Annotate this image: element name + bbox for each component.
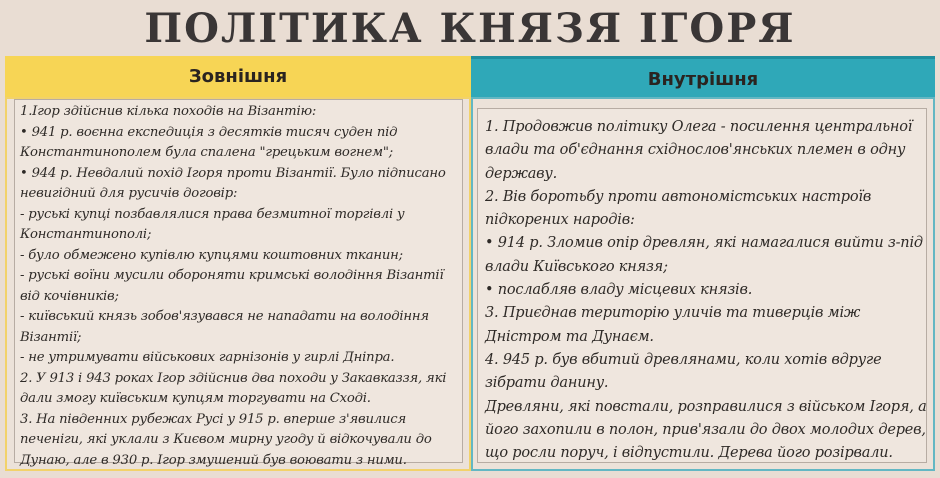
text-line: • послабляв владу місцевих князів. — [485, 282, 753, 299]
text-line: влади та об'єднання східнослов'янських племен в одну — [485, 142, 906, 159]
text-line: - київський князь зобов'язувався не нападати на володіння — [20, 309, 429, 324]
header-external-policy: Зовнішня — [5, 56, 471, 97]
header-internal-policy: Внутрішня — [471, 56, 935, 97]
text-line: 3. На південних рубежах Русі у 915 р. вперше з'явилися — [20, 411, 406, 427]
text-line: дали змогу київським купцям торгувати на Сході. — [20, 391, 371, 406]
text-line: • 941 р. воєнна експедиція з десятків тисяч суден під — [20, 124, 398, 140]
text-line: Константинополем була спалена "грецьким вогнем"; — [20, 145, 393, 160]
text-line: Константинополі; — [20, 227, 152, 242]
text-line: від кочівників; — [20, 288, 119, 304]
page-title: ПОЛІТИКА КНЯЗЯ ІГОРЯ — [144, 5, 796, 52]
internal-policy-textbox — [477, 108, 927, 463]
internal-policy-text — [485, 116, 927, 465]
text-line: 4. 945 р. був вбитий древлянами, коли хотів вдруге — [485, 351, 882, 368]
text-line: 2. Вів боротьбу проти автономістських настроїв — [485, 188, 872, 205]
internal-policy-panel — [471, 97, 935, 471]
text-line: що росли поруч, і відпустили. Дерева його розірвали. — [485, 445, 893, 462]
text-line: підкорених народів: — [485, 212, 635, 229]
external-policy-textbox — [14, 99, 463, 468]
text-line: 3. Приєднав територію уличів та тиверців між — [485, 305, 861, 322]
text-line: влади Київського князя; — [485, 258, 668, 275]
text-line: - не утримувати військових гарнізонів у гирлі Дніпра. — [20, 350, 395, 365]
text-line: Візантії; — [20, 329, 82, 345]
text-line: зібрати данину. — [485, 375, 609, 392]
text-line: 1.Ігор здійснив кілька походів на Візантію: — [20, 104, 317, 119]
text-line: Дунаю, але в 930 р. Ігор змушений був воювати з ними. — [20, 452, 407, 468]
text-line: - руські воїни мусили обороняти кримські володіння Візантії — [20, 268, 444, 283]
text-line: невигідний для русичів договір: — [20, 186, 238, 201]
text-line: - руські купці позбавлялися права безмитної торгівлі у — [20, 206, 405, 222]
text-line: • 944 р. Невдалий похід Ігоря проти Візантії. Було підписано — [20, 165, 446, 181]
text-line: його захопили в полон, прив'язали до двох молодих дерев, — [485, 421, 926, 438]
external-policy-text — [20, 102, 446, 471]
text-line: 1. Продовжив політику Олега - посилення центральної — [485, 119, 913, 135]
text-line: Древляни, які повстали, розправилися з військом Ігоря, а — [485, 398, 927, 415]
text-line: • 914 р. Зломив опір древлян, які намагалися вийти з-під — [485, 235, 923, 252]
text-line: 2. У 913 і 943 роках Ігор здійснив два походи у Закавказзя, які — [20, 370, 447, 386]
text-line: державу. — [485, 165, 558, 182]
text-line: - було обмежено купівлю купцями коштовних тканин; — [20, 247, 403, 263]
external-policy-panel — [5, 97, 471, 471]
text-line: Дністром та Дунаєм. — [485, 328, 654, 345]
text-line: печеніги, які уклали з Києвом мирну угоду й відкочували до — [20, 432, 432, 447]
